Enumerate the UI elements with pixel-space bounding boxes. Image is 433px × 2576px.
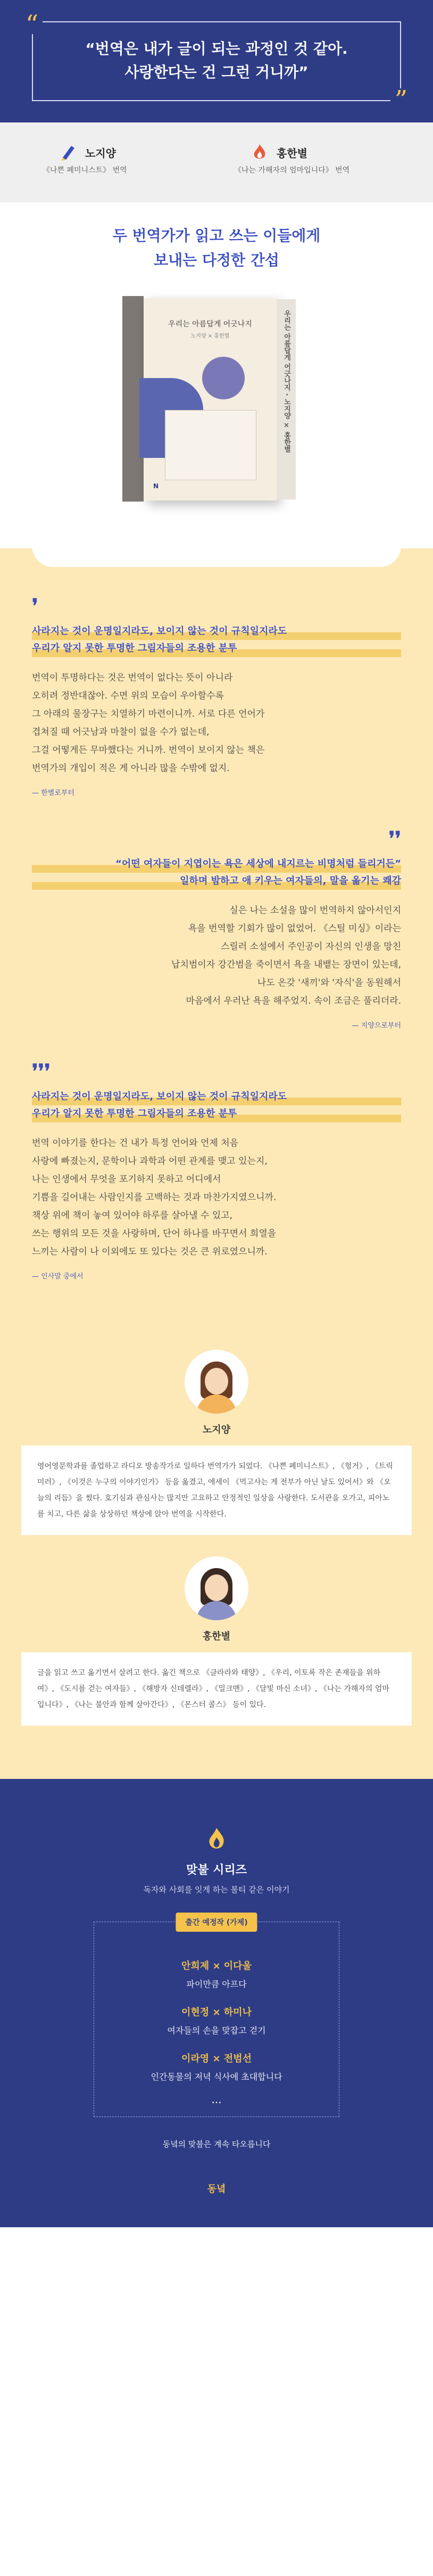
open-quote-icon: “ (21, 13, 43, 34)
series-pair: 이라영 × 전범선 (181, 2053, 252, 2064)
profile-name: 홍한별 (202, 1631, 231, 1642)
body-line: 책상 위에 책이 놓여 있어야 하루를 살아낼 수 있고, (32, 1210, 233, 1221)
translator-name: 노지양 (85, 147, 116, 160)
more-indicator: ... (211, 2093, 222, 2106)
series-book-title: 여자들의 손을 맞잡고 걷기 (167, 2025, 266, 2036)
cover-shape (202, 357, 245, 399)
quote-mark-icon: ❜❜❜ (32, 1060, 51, 1082)
profile-card (21, 1350, 412, 1535)
series-pair: 이현정 × 하미나 (181, 2007, 252, 2018)
book-side (277, 299, 296, 499)
excerpt-source: — 지양으로부터 (352, 1022, 401, 1030)
excerpt-3 (32, 1046, 401, 1297)
body-line: 번역이 투명하다는 것은 번역이 없다는 뜻이 아니라 (32, 672, 233, 683)
body-line: 나도 온갖 '새끼'와 '자식'을 동원해서 (257, 978, 401, 988)
headline-line: 일하며 밤하고 애 키우는 여자들의, 말을 옮기는 쾌감 (32, 873, 401, 890)
profile-bio: 글을 읽고 쓰고 옮기면서 살려고 한다. 옮긴 책으로 《클라라와 태양》, 《우리, 이토록 작은 존재들을 위하여》, 《도시를 걷는 여자들》, 《해방자 신데렐라》, 《밀크맨》, 《달빛 마신 소녀》, 《나는 가해자의 엄마 입니다》, 《나는 불안과 함께 살아간다》, 《몬스터 콜스》 등이 있다. (21, 1652, 412, 1726)
quote-line-2: 사랑한다는 건 그런 거니까” (124, 63, 309, 81)
series-title: 맞불 시리즈 (186, 1864, 247, 1877)
excerpt-source: — 한별로부터 (32, 789, 74, 797)
publisher-logo: N (153, 482, 159, 490)
translator-role: 《나는 가해자의 엄마입니다》 번역 (234, 166, 350, 175)
body-line: 번역 이야기를 한다는 건 내가 특정 언어와 언제 처음 (32, 1138, 239, 1148)
translator-1 (43, 145, 202, 175)
excerpt-body (32, 1134, 401, 1261)
book-cover (144, 298, 277, 501)
cover-title: 우리는 아름답게 어긋나지 (168, 320, 252, 329)
body-line: 번역가의 개입이 적은 게 아니라 많을 수밖에 없지. (32, 763, 230, 774)
excerpt-source: — 인사말 중에서 (32, 1273, 84, 1281)
body-line: 느끼는 사람이 나 이외에도 또 있다는 것은 큰 위로였으니까. (32, 1246, 268, 1257)
profile-bio: 영어영문학과를 졸업하고 라디오 방송작가로 일하다 번역가가 되었다. 《나쁜 페미니스트》, 《헝거》, 《트릭 미러》, 《이것은 누구의 이야기인가》 등을 옮겼고, 에세이 《먹고사는 게 전부가 아닌 날도 있어서》와 《오늘의 리듬》을 썼다. 호기심과 관심사는 많지만 고요하고 안정적인 일상을 사랑한다. 도서관을 오가고, 피아노를 치고, 다른 삶을 상상하던 책상에 앉아 번역을 시작한다. (21, 1446, 412, 1535)
avatar (185, 1350, 248, 1414)
excerpt-headline (32, 856, 401, 890)
headline-line: “어떤 여자들이 지엽이는 욕은 세상에 내지르는 비명처럼 들리거든” (32, 856, 401, 873)
cover-subtitle: 노지양 × 홍한별 (190, 333, 230, 339)
spine-text: 우리는 아름답게 어긋나지 · 노지양 × 홍한별 (282, 310, 290, 453)
book-section (0, 202, 433, 548)
flame-icon (206, 1827, 227, 1851)
hero-quote-section (0, 0, 433, 122)
pen-icon (59, 143, 78, 162)
book-heading-line-2: 보내는 다정한 간섭 (154, 251, 279, 269)
series-section (0, 1779, 433, 2227)
headline-line: 우리가 알지 못한 투명한 그림자들의 조용한 분투 (32, 1105, 401, 1122)
body-line: 사랑에 빠졌는지, 문학이나 과학과 어떤 관계를 맺고 있는지, (32, 1156, 268, 1167)
translator-name: 홍한별 (277, 147, 307, 160)
body-line: 기쁨을 길어내는 사람인지를 고백하는 것과 마찬가지였으니까. (32, 1192, 277, 1203)
body-line: 나는 인생에서 무엇을 포기하지 못하고 어디에서 (32, 1174, 221, 1185)
body-line: 오히려 정반대잖아. 수면 위의 모습이 우아할수록 (32, 691, 224, 701)
translator-role: 《나쁜 페미니스트》 번역 (43, 166, 127, 175)
profile-card (21, 1556, 412, 1726)
book-heading (0, 224, 433, 273)
translator-2 (234, 145, 394, 175)
series-description: 독자와 사회를 잇게 하는 불티 같은 이야기 (143, 1885, 290, 1894)
body-line: 스릴러 소설에서 주인공이 자신의 인생을 망친 (220, 941, 401, 952)
excerpt-2 (32, 813, 401, 1046)
body-line: 마음에서 우러난 욕을 해주었지. 속이 조금은 풀리더라. (186, 996, 401, 1006)
series-book-title: 파이만큼 아프다 (186, 1979, 247, 1989)
body-line: 실은 나는 소설을 많이 번역하지 않아서인지 (229, 905, 401, 916)
book-heading-line-1: 두 번역가가 읽고 쓰는 이들에게 (112, 227, 321, 244)
profile-name: 노지양 (202, 1424, 231, 1435)
quote-frame (25, 10, 408, 115)
excerpts-section (0, 548, 433, 1328)
body-line: 그 아래의 물장구는 치열하기 마련이니까. 서로 다른 언어가 (32, 709, 265, 719)
excerpt-headline (32, 1088, 401, 1122)
avatar (185, 1556, 248, 1620)
quote-mark-icon: ❜ (32, 595, 38, 617)
body-line: 욕을 번역할 기회가 많이 없었어. 《스틸 미싱》이라는 (188, 923, 401, 934)
excerpt-headline (32, 623, 401, 657)
excerpt-body (32, 901, 401, 1010)
body-line: 납치범이자 강간범을 죽이면서 욕을 내뱉는 장면이 있는데, (171, 959, 401, 970)
headline-line: 사라지는 것이 운명일지라도, 보이지 않는 것이 규칙일지라도 (32, 1088, 401, 1105)
publisher-logo: 동녘 (207, 2184, 226, 2195)
arch-divider (32, 530, 401, 567)
upcoming-frame (94, 1918, 339, 2117)
close-quote-icon: ” (390, 88, 412, 110)
body-line: 그걸 어떻게든 무마했다는 거니까. 번역이 보이지 않는 책은 (32, 745, 265, 756)
quote-mark-icon: ❜❜ (388, 827, 401, 850)
body-line: 겹쳐질 때 어긋남과 마찰이 없을 수가 없는데, (32, 727, 210, 737)
cover-text-box (165, 410, 256, 480)
series-book-title: 인간동물의 저녁 식사에 초대합니다 (151, 2072, 282, 2082)
upcoming-tag: 출간 예정작 (가제) (176, 1913, 257, 1932)
series-footer: 동녘의 맞불은 계속 타오릅니다 (162, 2139, 271, 2149)
quote-line-1: “번역은 내가 글이 되는 과정인 것 같아. (85, 40, 348, 58)
headline-line: 사라지는 것이 운명일지라도, 보이지 않는 것이 규칙일지라도 (32, 623, 401, 640)
excerpt-body (32, 669, 401, 777)
profiles-section (0, 1328, 433, 1779)
body-line: 쓰는 행위의 모든 것을 사랑하며, 단어 하나를 바꾸면서 희열을 (32, 1228, 277, 1239)
series-pair: 안희제 × 이다울 (181, 1960, 252, 1972)
headline-line: 우리가 알지 못한 투명한 그림자들의 조용한 분투 (32, 640, 401, 657)
flame-icon (250, 143, 269, 162)
excerpt-1 (32, 580, 401, 813)
translators-band (0, 122, 433, 202)
